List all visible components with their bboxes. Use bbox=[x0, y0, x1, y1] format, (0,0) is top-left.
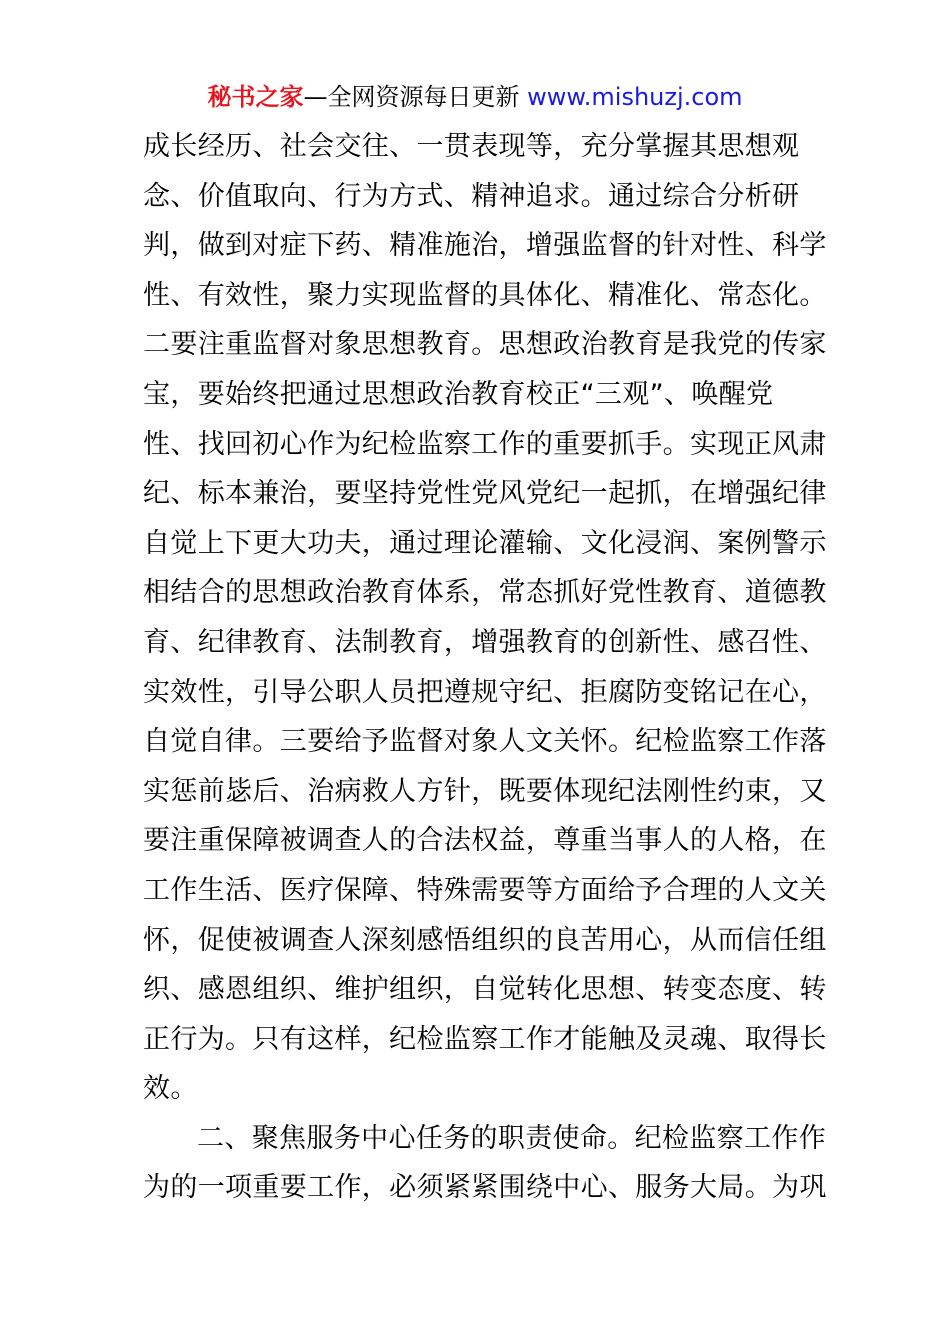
text-line: 性、找回初心作为纪检监察工作的重要抓手。实现正风肃 bbox=[143, 428, 827, 460]
text-line: 育、纪律教育、法制教育，增强教育的创新性、感召性、 bbox=[143, 626, 827, 658]
text-line: 正行为。只有这样，纪检监察工作才能触及灵魂、取得长 bbox=[143, 1023, 827, 1055]
page-header bbox=[0, 80, 950, 114]
text-line: 成长经历、社会交往、一贯表现等，充分掌握其思想观 bbox=[143, 131, 800, 162]
text-line: 二、聚焦服务中心任务的职责使命。纪检监察工作作 bbox=[197, 1122, 827, 1154]
header-tagline: —全网资源每日更新 bbox=[303, 83, 528, 111]
text-line: 实惩前毖后、治病救人方针，既要体现纪法刚性约束，又 bbox=[143, 775, 827, 807]
text-line: 相结合的思想政治教育体系，常态抓好党性教育、道德教 bbox=[143, 577, 827, 609]
text-line: 实效性，引导公职人员把遵规守纪、拒腐防变铭记在心， bbox=[143, 676, 827, 708]
header-url-link[interactable]: www.mishuzj.com bbox=[527, 83, 743, 111]
text-line: 怀，促使被调查人深刻感悟组织的良苦用心，从而信任组 bbox=[143, 924, 827, 956]
text-line: 效。 bbox=[143, 1073, 198, 1105]
text-line: 为的一项重要工作，必须紧紧围绕中心、服务大局。为巩 bbox=[143, 1172, 827, 1204]
body-text bbox=[143, 122, 827, 1213]
text-line: 织、感恩组织、维护组织，自觉转化思想、转变态度、转 bbox=[143, 974, 827, 1006]
text-line: 工作生活、医疗保障、特殊需要等方面给予合理的人文关 bbox=[143, 874, 827, 906]
brand-name: 秘书之家 bbox=[207, 83, 304, 111]
text-line: 自觉自律。三要给予监督对象人文关怀。纪检监察工作落 bbox=[143, 726, 827, 758]
text-line: 性、有效性，聚力实现监督的具体化、精准化、常态化。 bbox=[143, 279, 827, 311]
text-line: 宝，要始终把通过思想政治教育校正“三观”、唤醒党 bbox=[143, 378, 774, 410]
text-line: 纪、标本兼治，要坚持党性党风党纪一起抓，在增强纪律 bbox=[143, 478, 827, 510]
text-line: 自觉上下更大功夫，通过理论灌输、文化浸润、案例警示 bbox=[143, 527, 827, 559]
text-line: 二要注重监督对象思想教育。思想政治教育是我党的传家 bbox=[143, 329, 827, 361]
text-line: 判，做到对症下药、精准施治，增强监督的针对性、科学 bbox=[143, 230, 827, 262]
text-line: 要注重保障被调查人的合法权益，尊重当事人的人格，在 bbox=[143, 825, 827, 857]
text-line: 念、价值取向、行为方式、精神追求。通过综合分析研 bbox=[143, 180, 800, 212]
